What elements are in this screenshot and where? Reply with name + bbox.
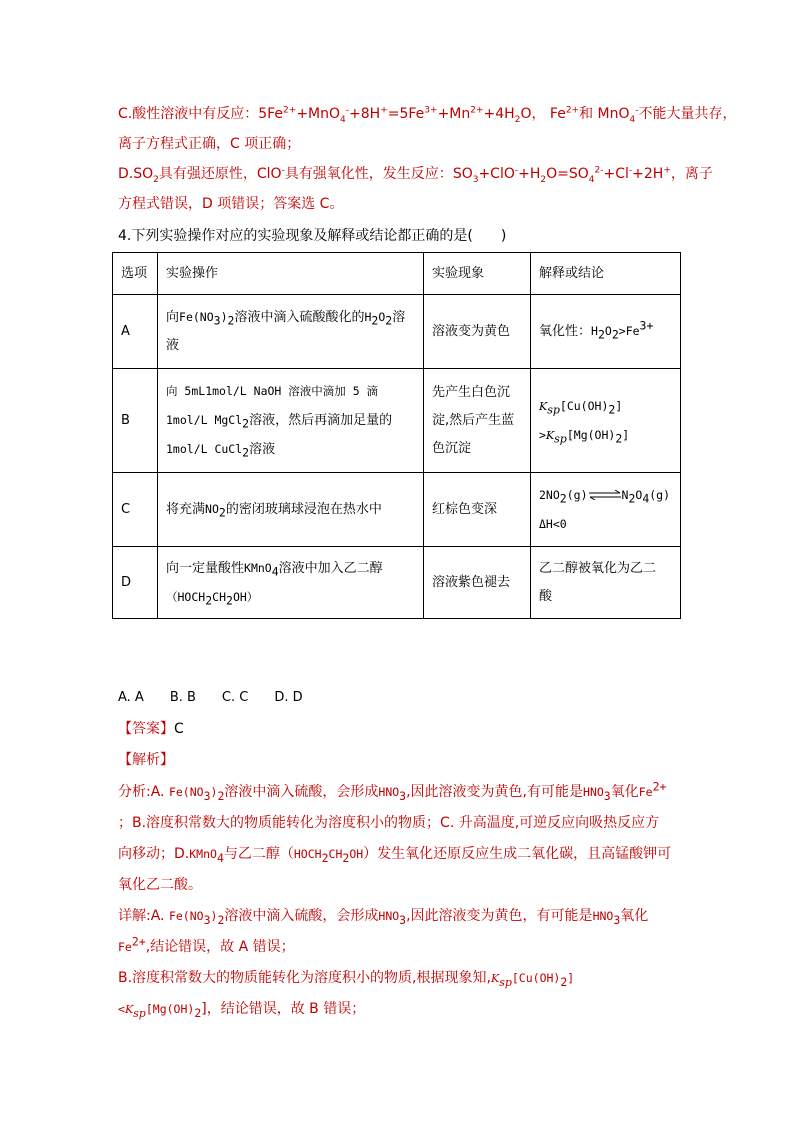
row-c-conclusion: $2NO_2(g)$ $N_2O_4(g)$ ΔH<0 (531, 473, 681, 547)
equilibrium-arrow-icon (588, 490, 622, 500)
header-conclusion: 解释或结论 (531, 253, 681, 295)
row-d-operation: 向一定量酸性KMnO$_4$溶液中加入乙二醇 $(HOCH_2CH_2OH)$ (158, 547, 424, 619)
row-b-conclusion: $K_{sp}[Cu(OH)_2]$ $>K_{sp}[Mg(OH)_2]$ (531, 369, 681, 473)
detail-line3: B.溶度积常数大的物质能转化为溶度积小的物质,根据现象知$,K_{sp}[Cu(OH)_2]$ (118, 970, 575, 989)
row-b-phenomenon: 先产生白色沉 淀,然后产生蓝 色沉淀 (424, 369, 531, 473)
header-option: 选项 (113, 253, 158, 295)
row-d-conclusion: 乙二醇被氧化为乙二 酸 (531, 547, 681, 619)
solution-d-line1: $D.SO_2$具有强还原性，ClO-具有强氧化性，发生反应：$SO_3+ClO^-+H_2O=SO_4^{2-}+Cl^-+2H^+$，离子 (118, 165, 713, 185)
table-row-a (113, 295, 681, 369)
experiment-table (112, 252, 681, 619)
header-operation: 实验操作 (158, 253, 424, 295)
detail-line2: $Fe^{2+}$,结论错误，故 A 错误； (118, 934, 295, 955)
row-b-option: B (113, 369, 158, 473)
answer-options: A. A B. B C. C D. D (118, 690, 303, 705)
answer-line (118, 719, 184, 739)
table-header-row (113, 253, 681, 295)
row-d-phenomenon: 溶液紫色褪去 (424, 547, 531, 619)
analysis-line2: ；B.溶度积常数大的物质能转化为溶度积小的物质；C. 升高温度,可逆反应向吸热反应方 (118, 815, 660, 831)
solution-c-line2: 离子方程式正确，C 项正确； (118, 136, 301, 152)
answer-value: C (174, 721, 184, 737)
row-c-option: C (113, 473, 158, 547)
row-c-operation: 将充满$NO_2$的密闭玻璃球浸泡在热水中 (158, 473, 424, 547)
analysis-line3: 向移动；D.KMnO$_4$与乙二醇$(HOCH_2CH_2OH)$发生氧化还原反应生成二氧化碳，且高锰酸钾可 (118, 846, 672, 865)
solution-c-line1: C.酸性溶液中有反应：$5Fe^{2+}+MnO_4^-+8H^+=5Fe^{3+}+Mn^{2+}+4H_2O$， $Fe^{2+}$和 MnO$_4$-不能大量共存， (118, 105, 737, 125)
table-row-d (113, 547, 681, 619)
row-a-option: A (113, 295, 158, 369)
detail-line4: $<K_{sp}[Mg(OH)_2]$，结论错误，故 B 错误； (118, 1001, 366, 1020)
row-a-conclusion: 氧化性：$H_2O_2>Fe^{3+}$ (531, 295, 681, 369)
question-stem: 4.下列实验操作对应的实验现象及解释或结论都正确的是( ) (118, 228, 507, 244)
row-a-phenomenon: 溶液变为黄色 (424, 295, 531, 369)
row-c-phenomenon: 红棕色变深 (424, 473, 531, 547)
answer-label: 【答案】 (118, 721, 174, 737)
row-a-operation: 向$Fe(NO_3)_2$溶液中滴入硫酸酸化的$H_2O_2$溶 液 (158, 295, 424, 369)
analysis-line4: 氧化乙二酸。 (118, 877, 202, 893)
row-d-option: D (113, 547, 158, 619)
analysis-line1: 分析:A. $Fe(NO_3)_2$溶液中滴入硫酸，会形成$HNO_3$,因此溶液变为黄色,有可能是$HNO_3$氧化$Fe^{2+}$ (118, 779, 667, 803)
header-phenomenon: 实验现象 (424, 253, 531, 295)
row-b-operation: 向 5mL1mol/L NaOH 溶液中滴加 5 滴 1mol/L MgCl$_2$溶液，然后再滴加足量的 1mol/L CuCl$_2$溶液 (158, 369, 424, 473)
table-row-b (113, 369, 681, 473)
detail-line1: 详解:A. $Fe(NO_3)_2$溶液中滴入硫酸，会形成$HNO_3$,因此溶液变为黄色，有可能是$HNO_3$氧化 (118, 908, 649, 927)
solution-d-line2: 方程式错误，D 项错误；答案选 C。 (118, 196, 344, 212)
analysis-label: 【解析】 (118, 752, 174, 768)
table-row-c (113, 473, 681, 547)
